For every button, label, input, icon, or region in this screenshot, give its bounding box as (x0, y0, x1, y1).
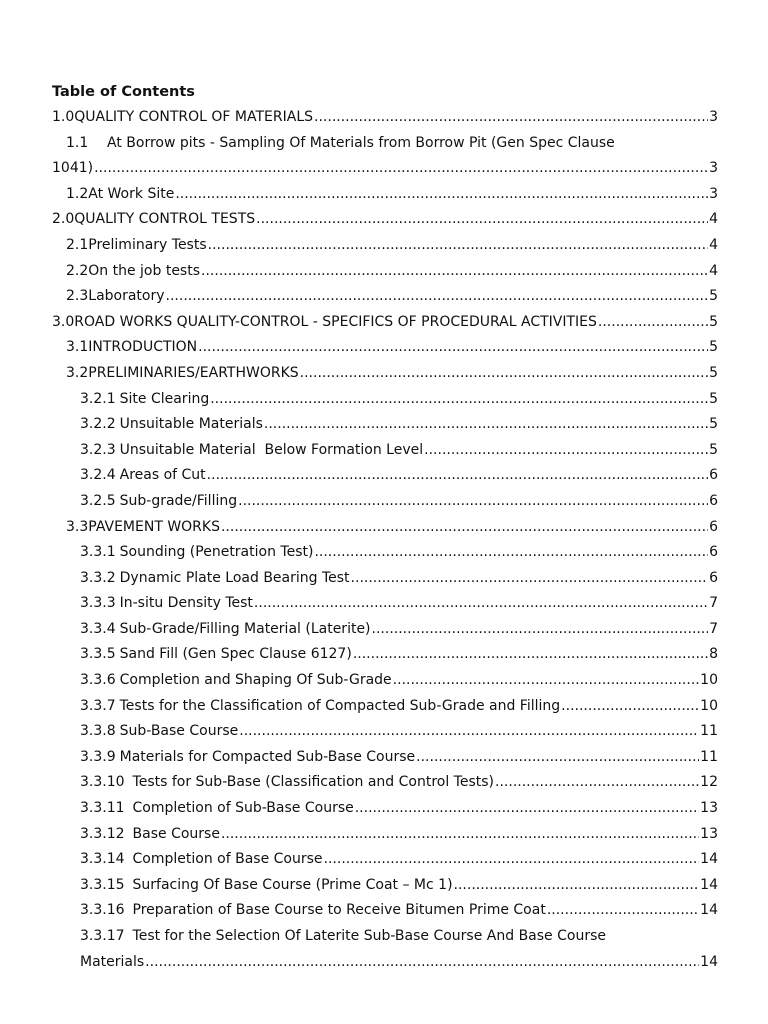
toc-entry-page: 4 (709, 262, 718, 279)
toc-entry-text: Tests for the Classification of Compacted Sub-Grade and Filling (119, 697, 561, 714)
toc-entry-text: Completion of Base Course (132, 851, 323, 868)
toc-entry-number: 3.3.14 (80, 851, 125, 868)
toc-entry-number: 1.2 (66, 185, 89, 202)
toc-entry-number: 3.3.7 (80, 697, 116, 714)
toc-leader-dots (324, 847, 700, 873)
toc-leader-dots (372, 617, 709, 643)
toc-entry[interactable] (0, 694, 768, 720)
toc-entry-text: INTRODUCTION (88, 339, 198, 356)
toc-leader-dots (416, 745, 699, 771)
toc-entry-number: 3.3.2 (80, 569, 116, 586)
toc-entry[interactable] (0, 463, 768, 489)
toc-entry-text: Unsuitable Materials (119, 416, 263, 433)
toc-entry-page: 3 (709, 109, 718, 125)
toc-leader-dots (598, 310, 708, 336)
toc-entry-number: 3.3.9 (80, 748, 116, 765)
toc-entry-number: 2.2 (66, 262, 89, 279)
toc-entry[interactable] (0, 515, 768, 541)
toc-leader-dots (94, 156, 708, 182)
toc-entry-page: 6 (709, 569, 718, 586)
toc-entry-text: PAVEMENT WORKS (88, 518, 220, 535)
toc-entry-text: Laboratory (88, 288, 165, 305)
toc-entry[interactable] (0, 822, 768, 848)
toc-entry-text: Dynamic Plate Load Bearing Test (119, 569, 350, 586)
toc-entry-page: 13 (700, 800, 718, 817)
toc-leader-dots (495, 770, 699, 796)
toc-entry-number: 3.2 (66, 364, 89, 381)
toc-entry-page: 14 (700, 902, 718, 919)
toc-entry-text: Base Course (132, 825, 220, 842)
toc-entry-number: 2.3 (66, 288, 89, 305)
toc-leader-dots (238, 489, 708, 515)
toc-entry-text: On the job tests (88, 262, 201, 279)
toc-entry-page: 6 (709, 492, 718, 509)
toc-entry-page: 5 (709, 390, 718, 407)
toc-entry-text: Sub-Grade/Filling Material (Laterite) (119, 620, 371, 637)
toc-entry-number: 3.0 (52, 313, 75, 330)
toc-entry-page: 13 (700, 825, 718, 842)
toc-entry[interactable] (0, 182, 768, 208)
toc-entry-number: 3.2.3 (80, 441, 116, 458)
toc-entry-number: 3.3.12 (80, 825, 125, 842)
toc-leader-dots (175, 182, 708, 208)
toc-entry-page: 14 (700, 953, 718, 970)
toc-entry[interactable] (0, 719, 768, 745)
toc-entry[interactable] (0, 668, 768, 694)
toc-entry-number: 3.3.3 (80, 595, 116, 612)
toc-entry-text: ROAD WORKS QUALITY-CONTROL - SPECIFICS OF PROCEDURAL ACTIVITIES (74, 313, 597, 330)
toc-leader-dots (208, 233, 708, 259)
toc-entry-number: 3.3.4 (80, 620, 116, 637)
toc-entry-page: 3 (709, 185, 718, 202)
toc-leader-dots (256, 207, 708, 233)
toc-entry[interactable] (0, 259, 768, 285)
toc-entry-number: 3.2.2 (80, 416, 116, 433)
toc-entry-text: Completion of Sub-Base Course (132, 800, 354, 817)
toc-leader-dots (393, 668, 700, 694)
toc-entry-page: 4 (709, 236, 718, 253)
toc-entry[interactable] (0, 335, 768, 361)
toc-entry-page: 7 (709, 595, 718, 612)
toc-leader-dots (355, 796, 699, 822)
toc-entry-page: 11 (700, 748, 718, 765)
toc-entry-text: QUALITY CONTROL TESTS (74, 211, 256, 228)
toc-entry[interactable] (0, 284, 768, 310)
toc-leader-dots (353, 642, 708, 668)
toc-leader-dots (207, 463, 708, 489)
toc-entry[interactable] (0, 105, 768, 131)
toc-leader-dots (351, 566, 709, 592)
toc-entry-number: 3.3.11 (80, 800, 125, 817)
toc-leader-dots (454, 873, 700, 899)
toc-entry-page: 5 (709, 364, 718, 381)
toc-entry-page: 11 (700, 723, 718, 740)
toc-leader-dots (198, 335, 708, 361)
toc-entry-text: Surfacing Of Base Course (Prime Coat – Mc 1) (132, 876, 453, 893)
toc-entry-page: 5 (709, 339, 718, 356)
toc-entry[interactable] (0, 898, 768, 924)
toc-entry[interactable] (0, 489, 768, 515)
toc-entry[interactable] (0, 131, 768, 182)
toc-entry-number: 1.0 (52, 109, 75, 125)
toc-entry[interactable] (0, 566, 768, 592)
toc-leader-dots (145, 950, 699, 976)
toc-entry-number: 3.1 (66, 339, 89, 356)
toc-entry-number: 3.3.8 (80, 723, 116, 740)
toc-entry-text: Preliminary Tests (88, 236, 207, 253)
toc-entry-number: 3.2.1 (80, 390, 116, 407)
toc-entry-page: 3 (709, 160, 718, 177)
toc-entry[interactable] (0, 873, 768, 899)
toc-entry[interactable] (0, 796, 768, 822)
toc-entry[interactable] (0, 233, 768, 259)
toc-entry[interactable] (0, 310, 768, 336)
toc-entry[interactable] (0, 847, 768, 873)
toc-leader-dots (264, 412, 708, 438)
toc-entry-text: Sub-Base Course (119, 723, 239, 740)
toc-entry-number: 3.2.5 (80, 492, 116, 509)
toc-leader-dots (561, 694, 699, 720)
toc-entry-page: 5 (709, 416, 718, 433)
toc-entry-page: 5 (709, 288, 718, 305)
toc-entry-text: At Work Site (88, 185, 175, 202)
toc-leader-dots (201, 259, 708, 285)
toc-entry-page: 6 (709, 544, 718, 561)
toc-entry[interactable] (0, 438, 768, 464)
toc-entry-text: Completion and Shaping Of Sub-Grade (119, 672, 392, 689)
toc-leader-dots (221, 822, 699, 848)
toc-entry-page: 10 (700, 672, 718, 689)
toc-leader-dots (300, 361, 708, 387)
toc-entry-page: 12 (700, 774, 718, 791)
toc-entry-text: Preparation of Base Course to Receive Bitumen Prime Coat (132, 902, 546, 919)
toc-entry[interactable] (0, 412, 768, 438)
toc-entry[interactable] (0, 770, 768, 796)
toc-entry[interactable] (0, 361, 768, 387)
toc-entry[interactable] (0, 745, 768, 771)
toc-leader-dots (239, 719, 699, 745)
toc-leader-dots (547, 898, 699, 924)
toc-leader-dots (314, 540, 708, 566)
toc-entry-page: 7 (709, 620, 718, 637)
toc-entry-text: PRELIMINARIES/EARTHWORKS (88, 364, 299, 381)
toc-entry-page: 10 (700, 697, 718, 714)
toc-entry-number: 2.0 (52, 211, 75, 228)
toc-entry-text-continued: Materials (80, 953, 145, 970)
toc-entry-text: Sub-grade/Filling (119, 492, 238, 509)
toc-title: Table of Contents (52, 84, 195, 100)
toc-leader-dots (314, 105, 708, 131)
toc-entry-text: Sounding (Penetration Test) (119, 544, 314, 561)
toc-entry-text: Unsuitable Material Below Formation Level (119, 441, 424, 458)
toc-entry-page: 6 (709, 518, 718, 535)
toc-entry-text-continued: 1041) (52, 160, 94, 177)
toc-entry-text: Site Clearing (119, 390, 210, 407)
toc-entry-page: 5 (709, 313, 718, 330)
toc-leader-dots (166, 284, 709, 310)
toc-entry-number: 3.3.15 (80, 876, 125, 893)
toc-list (0, 105, 768, 975)
toc-entry-text: Areas of Cut (119, 467, 206, 484)
toc-entry[interactable] (0, 642, 768, 668)
toc-entry-number: 3.3 (66, 518, 89, 535)
toc-entry[interactable] (0, 924, 768, 975)
toc-entry-page: 5 (709, 441, 718, 458)
toc-leader-dots (221, 515, 708, 541)
toc-entry-text: Sand Fill (Gen Spec Clause 6127) (119, 646, 352, 663)
toc-entry-text: Materials for Compacted Sub-Base Course (119, 748, 416, 765)
toc-entry-page: 6 (709, 467, 718, 484)
toc-leader-dots (254, 591, 708, 617)
toc-entry[interactable] (0, 207, 768, 233)
toc-entry-page: 14 (700, 851, 718, 868)
toc-entry[interactable] (0, 617, 768, 643)
toc-entry[interactable] (0, 540, 768, 566)
toc-entry-text: QUALITY CONTROL OF MATERIALS (74, 109, 314, 125)
toc-entry-number: 3.3.6 (80, 672, 116, 689)
toc-entry-page: 4 (709, 211, 718, 228)
toc-entry[interactable] (0, 387, 768, 413)
toc-entry-text: Tests for Sub-Base (Classification and Control Tests) (132, 774, 495, 791)
toc-entry-number: 1.1 (66, 134, 89, 151)
toc-entry[interactable] (0, 591, 768, 617)
toc-entry-number: 3.3.10 (80, 774, 125, 791)
toc-entry-number: 3.3.5 (80, 646, 116, 663)
toc-entry-number: 3.2.4 (80, 467, 116, 484)
toc-entry-page: 8 (709, 646, 718, 663)
toc-leader-dots (210, 387, 708, 413)
toc-entry-text: In-situ Density Test (119, 595, 253, 612)
toc-entry-number: 3.3.1 (80, 544, 116, 561)
toc-entry-page: 14 (700, 876, 718, 893)
toc-entry-number: 3.3.16 (80, 902, 125, 919)
toc-entry-text: At Borrow pits - Sampling Of Materials from Borrow Pit (Gen Spec Clause (107, 134, 615, 151)
toc-entry-number: 2.1 (66, 236, 89, 253)
toc-entry-number: 3.3.17 (80, 928, 125, 944)
toc-entry-text: Test for the Selection Of Laterite Sub-Base Course And Base Course (132, 928, 606, 944)
toc-leader-dots (424, 438, 708, 464)
